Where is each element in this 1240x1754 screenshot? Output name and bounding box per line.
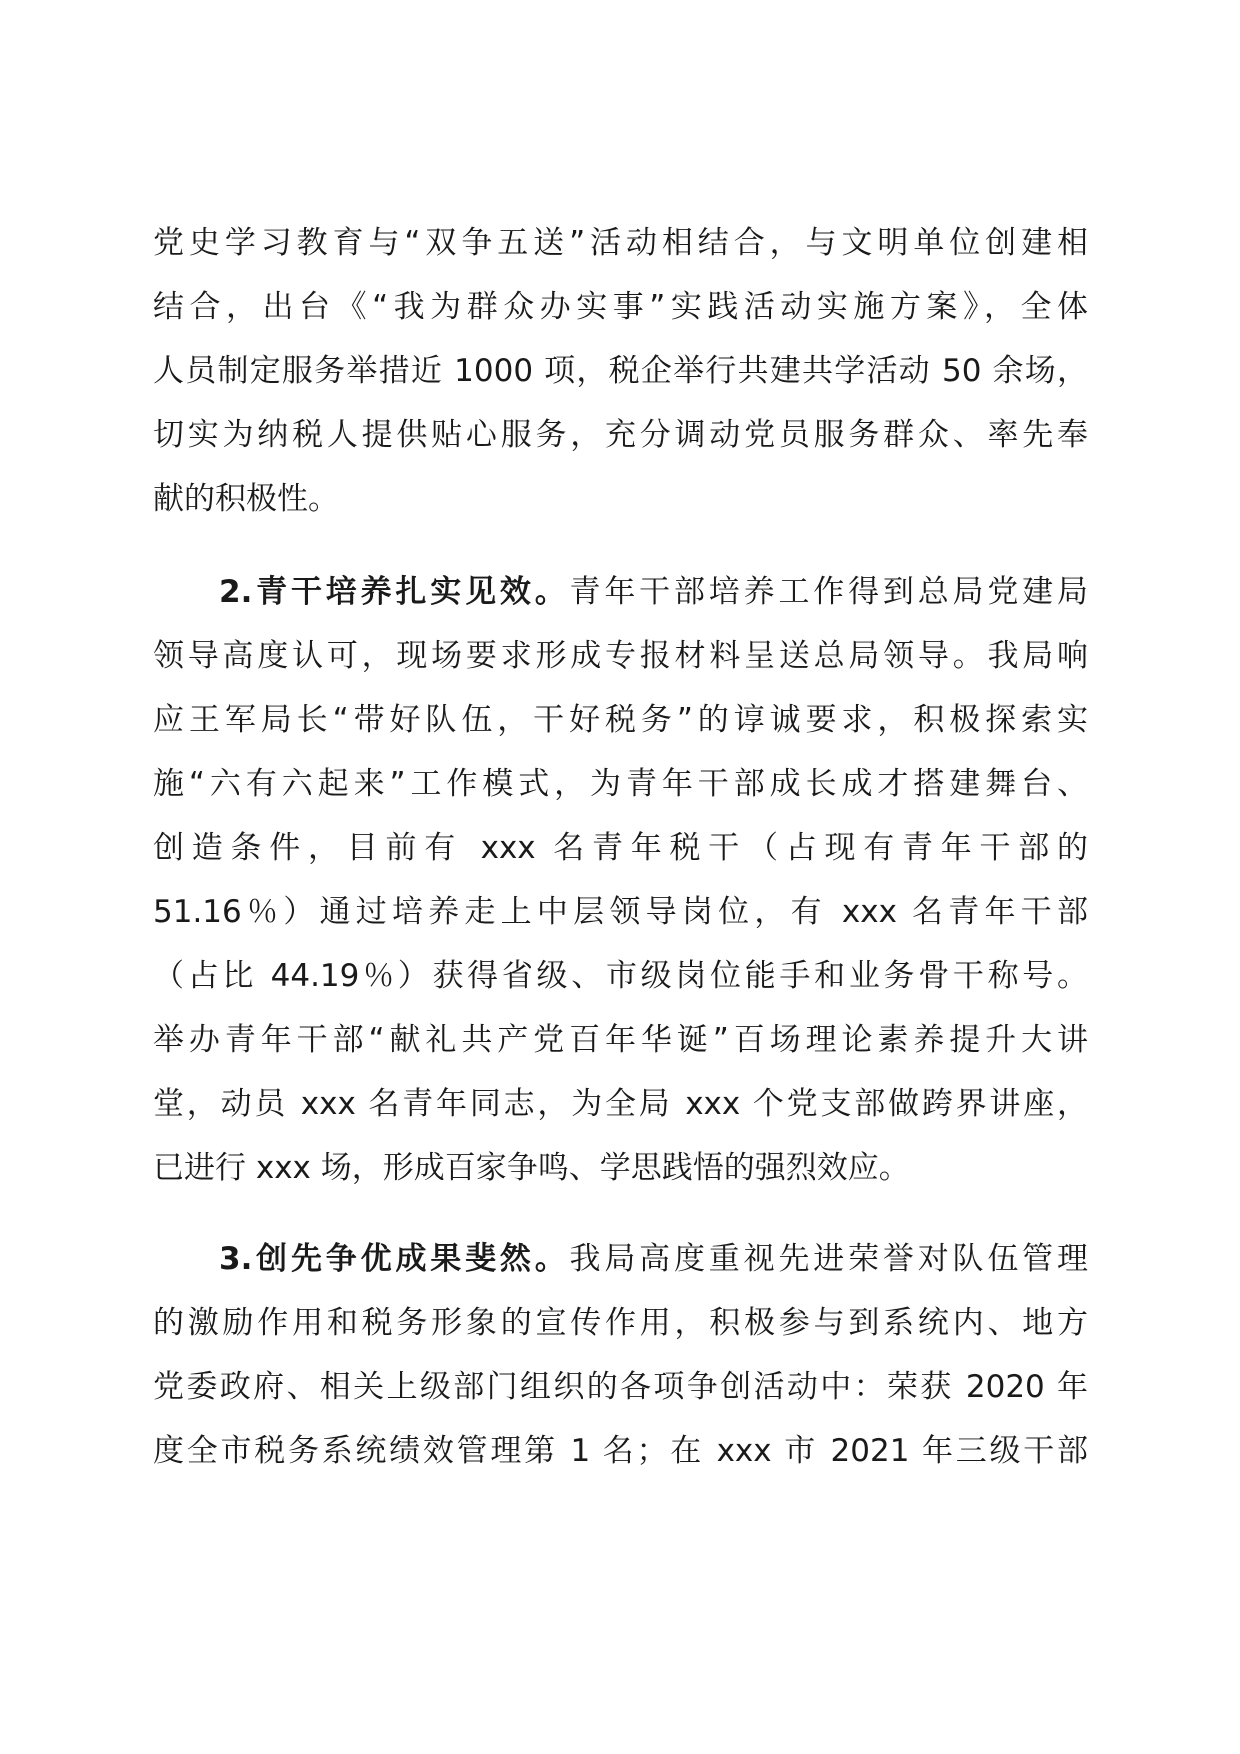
paragraph-line: 的激励作用和税务形象的宣传作用，积极参与到系统内、地方 <box>153 1305 1088 1341</box>
paragraph-line: （占比 44.19％）获得省级、市级岗位能手和业务骨干称号。 <box>153 958 1088 994</box>
section-heading: 3.创先争优成果斐然。 <box>219 1241 570 1277</box>
paragraph-line: 献的积极性。 <box>153 481 339 517</box>
paragraph-line: 创造条件，目前有 xxx 名青年税干（占现有青年干部的 <box>153 830 1088 866</box>
paragraph-text: 青年干部培养工作得到总局党建局 <box>569 574 1088 610</box>
paragraph-line: 切实为纳税人提供贴心服务，充分调动党员服务群众、率先奉 <box>153 417 1088 453</box>
paragraph-line: 举办青年干部“献礼共产党百年华诞”百场理论素养提升大讲 <box>153 1022 1088 1058</box>
paragraph-text: 我局高度重视先进荣誉对队伍管理 <box>569 1241 1088 1277</box>
paragraph-line: 施“六有六起来”工作模式，为青年干部成长成才搭建舞台、 <box>153 766 1088 802</box>
paragraph-first-line <box>153 1227 1088 1291</box>
paragraph-line: 51.16％）通过培养走上中层领导岗位，有 xxx 名青年干部 <box>153 894 1088 930</box>
paragraph-line: 领导高度认可，现场要求形成专报材料呈送总局领导。我局响 <box>153 638 1088 674</box>
paragraph-line: 应王军局长“带好队伍，干好税务”的谆诚要求，积极探索实 <box>153 702 1088 738</box>
paragraph-line: 度全市税务系统绩效管理第 1 名；在 xxx 市 2021 年三级干部 <box>153 1433 1088 1469</box>
section-heading: 2.青干培养扎实见效。 <box>219 574 570 610</box>
paragraph-excellence <box>153 1227 1088 1483</box>
paragraph-line: 结合，出台《“我为群众办实事”实践活动实施方案》，全体 <box>153 289 1088 325</box>
paragraph-line: 党委政府、相关上级部门组织的各项争创活动中：荣获 2020 年 <box>153 1369 1088 1405</box>
paragraph-first-line <box>153 560 1088 624</box>
paragraph-line: 堂，动员 xxx 名青年同志，为全局 xxx 个党支部做跨界讲座， <box>153 1086 1088 1122</box>
paragraph-line: 已进行 xxx 场，形成百家争鸣、学思践悟的强烈效应。 <box>153 1150 910 1186</box>
paragraph-line: 人员制定服务举措近 1000 项，税企举行共建共学活动 50 余场， <box>153 353 1088 389</box>
paragraph-party-history <box>153 211 1088 531</box>
paragraph-youth-cadres <box>153 560 1088 1200</box>
paragraph-line: 党史学习教育与“双争五送”活动相结合，与文明单位创建相 <box>153 225 1088 261</box>
